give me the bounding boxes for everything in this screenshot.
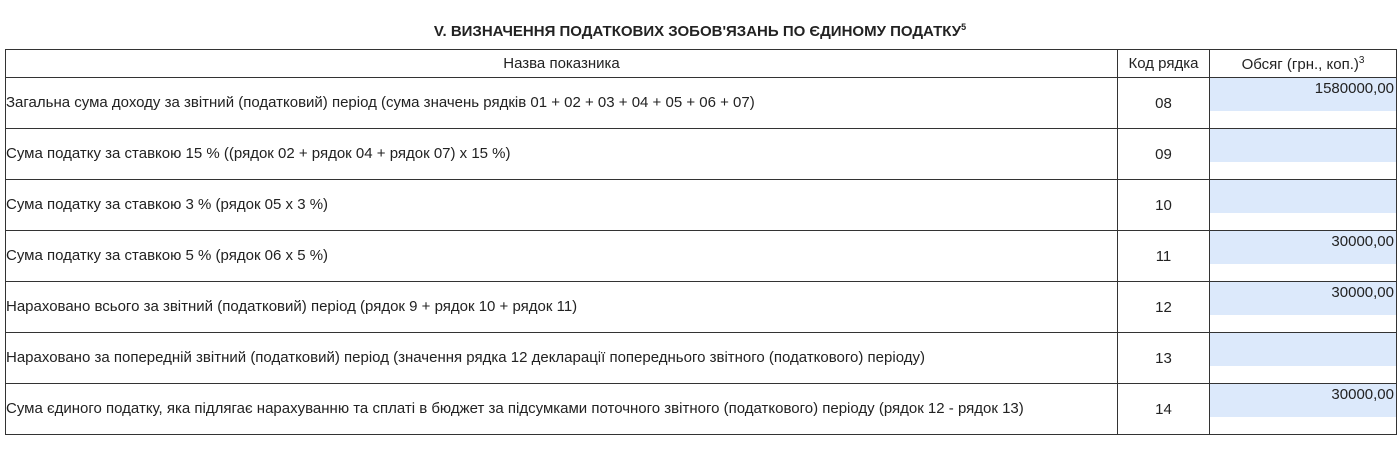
table-row bbox=[6, 384, 1397, 435]
row-11-name: Сума податку за ставкою 5 % (рядок 06 х 5 %) bbox=[6, 231, 1118, 282]
table-row bbox=[6, 333, 1397, 384]
row-10-code: 10 bbox=[1118, 180, 1210, 231]
row-14-code: 14 bbox=[1118, 384, 1210, 435]
column-header-name: Назва показника bbox=[6, 50, 1118, 78]
row-08-code: 08 bbox=[1118, 78, 1210, 129]
row-09-value-cell bbox=[1210, 129, 1397, 180]
row-14-name: Сума єдиного податку, яка підлягає нарахуванню та сплаті в бюджет за підсумками поточного звітного (податкового) періоду (рядок 12 - рядок 13) bbox=[6, 384, 1118, 435]
row-14-value-field[interactable]: 30000,00 bbox=[1210, 384, 1396, 417]
row-08-name: Загальна сума доходу за звітний (податковий) період (сума значень рядків 01 + 02 + 03 + 04 + 05 + 06 + 07) bbox=[6, 78, 1118, 129]
table-row bbox=[6, 180, 1397, 231]
row-10-value-cell bbox=[1210, 180, 1397, 231]
tax-liability-table bbox=[5, 49, 1397, 435]
table-row bbox=[6, 129, 1397, 180]
row-11-code: 11 bbox=[1118, 231, 1210, 282]
table-row bbox=[6, 282, 1397, 333]
section-title bbox=[0, 22, 1400, 40]
row-12-name: Нараховано всього за звітний (податковий) період (рядок 9 + рядок 10 + рядок 11) bbox=[6, 282, 1118, 333]
row-13-value-cell bbox=[1210, 333, 1397, 384]
row-10-name: Сума податку за ставкою 3 % (рядок 05 х 3 %) bbox=[6, 180, 1118, 231]
row-12-value-cell bbox=[1210, 282, 1397, 333]
row-14-value-cell bbox=[1210, 384, 1397, 435]
row-08-value-field[interactable]: 1580000,00 bbox=[1210, 78, 1396, 111]
row-13-name: Нараховано за попередній звітний (податковий) період (значення рядка 12 декларації попереднього звітного (податкового) періоду) bbox=[6, 333, 1118, 384]
column-header-amount bbox=[1210, 50, 1397, 78]
column-header-code: Код рядка bbox=[1118, 50, 1210, 78]
row-09-name: Сума податку за ставкою 15 % ((рядок 02 + рядок 04 + рядок 07) х 15 %) bbox=[6, 129, 1118, 180]
row-11-value-cell bbox=[1210, 231, 1397, 282]
row-10-value-field[interactable] bbox=[1210, 180, 1396, 213]
row-12-value-field[interactable]: 30000,00 bbox=[1210, 282, 1396, 315]
table-row bbox=[6, 231, 1397, 282]
table-header-row bbox=[6, 50, 1397, 78]
row-09-code: 09 bbox=[1118, 129, 1210, 180]
row-12-code: 12 bbox=[1118, 282, 1210, 333]
column-header-amount-text: Обсяг (грн., коп.) bbox=[1241, 55, 1359, 73]
table-row bbox=[6, 78, 1397, 129]
row-13-value-field[interactable] bbox=[1210, 333, 1396, 366]
row-11-value-field[interactable]: 30000,00 bbox=[1210, 231, 1396, 264]
column-header-amount-footnote: 3 bbox=[1358, 54, 1365, 66]
section-title-text: V. ВИЗНАЧЕННЯ ПОДАТКОВИХ ЗОБОВ'ЯЗАНЬ ПО ЄДИНОМУ ПОДАТКУ bbox=[433, 23, 962, 40]
row-09-value-field[interactable] bbox=[1210, 129, 1396, 162]
row-13-code: 13 bbox=[1118, 333, 1210, 384]
row-08-value-cell bbox=[1210, 78, 1397, 129]
section-title-footnote: 5 bbox=[961, 22, 967, 32]
